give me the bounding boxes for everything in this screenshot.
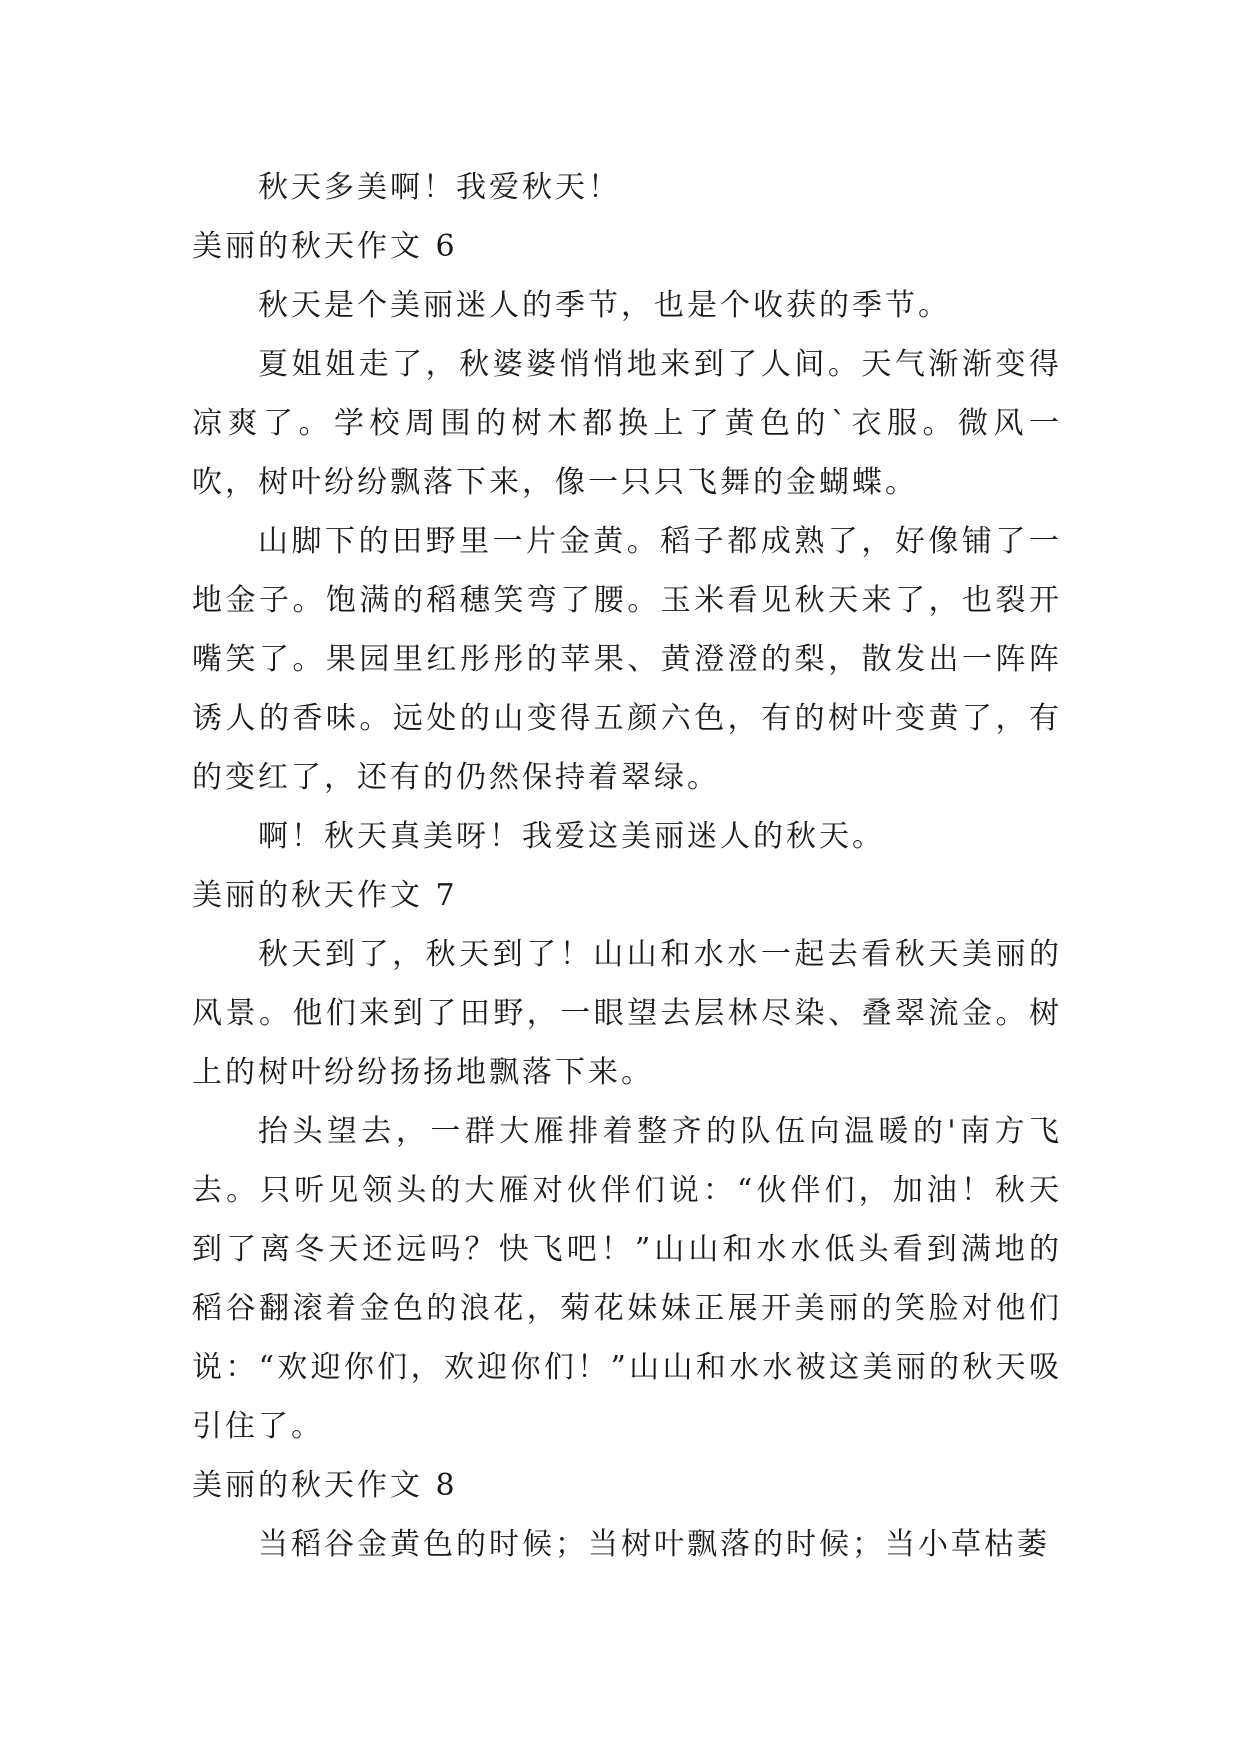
- document-body: [192, 158, 1062, 1574]
- paragraph: 抬头望去，一群大雁排着整齐的队伍向温暖的'南方飞去。只听见领头的大雁对伙伴们说：“伙伴们，加油！秋天到了离冬天还远吗？快飞吧！”山山和水水低头看到满地的稻谷翻滚着金色的浪花，菊花妹妹正展开美丽的笑脸对他们说：“欢迎你们，欢迎你们！”山山和水水被这美丽的秋天吸引住了。: [192, 1114, 1062, 1444]
- paragraph: 啊！秋天真美呀！我爱这美丽迷人的秋天。: [258, 819, 885, 854]
- paragraph: 当稻谷金黄色的时候；当树叶飘落的时候；当小草枯萎: [258, 1527, 1050, 1562]
- paragraph: 山脚下的田野里一片金黄。稻子都成熟了，好像铺了一地金子。饱满的稻穗笑弯了腰。玉米看见秋天来了，也裂开嘴笑了。果园里红彤彤的苹果、黄澄澄的梨，散发出一阵阵诱人的香味。远处的山变得五颜六色，有的树叶变黄了，有的变红了，还有的仍然保持着翠绿。: [192, 524, 1062, 795]
- section-heading: 美丽的秋天作文 7: [192, 878, 458, 913]
- section-heading: 美丽的秋天作文 8: [192, 1468, 458, 1503]
- paragraph: 秋天到了，秋天到了！山山和水水一起去看秋天美丽的风景。他们来到了田野，一眼望去层林尽染、叠翠流金。树上的树叶纷纷扬扬地飘落下来。: [192, 937, 1062, 1090]
- section-heading: 美丽的秋天作文 6: [192, 229, 458, 264]
- paragraph: 秋天多美啊！我爱秋天！: [258, 170, 621, 205]
- paragraph: 秋天是个美丽迷人的季节，也是个收获的季节。: [258, 288, 951, 323]
- paragraph: 夏姐姐走了，秋婆婆悄悄地来到了人间。天气渐渐变得凉爽了。学校周围的树木都换上了黄色的`衣服。微风一吹，树叶纷纷飘落下来，像一只只飞舞的金蝴蝶。: [192, 347, 1062, 500]
